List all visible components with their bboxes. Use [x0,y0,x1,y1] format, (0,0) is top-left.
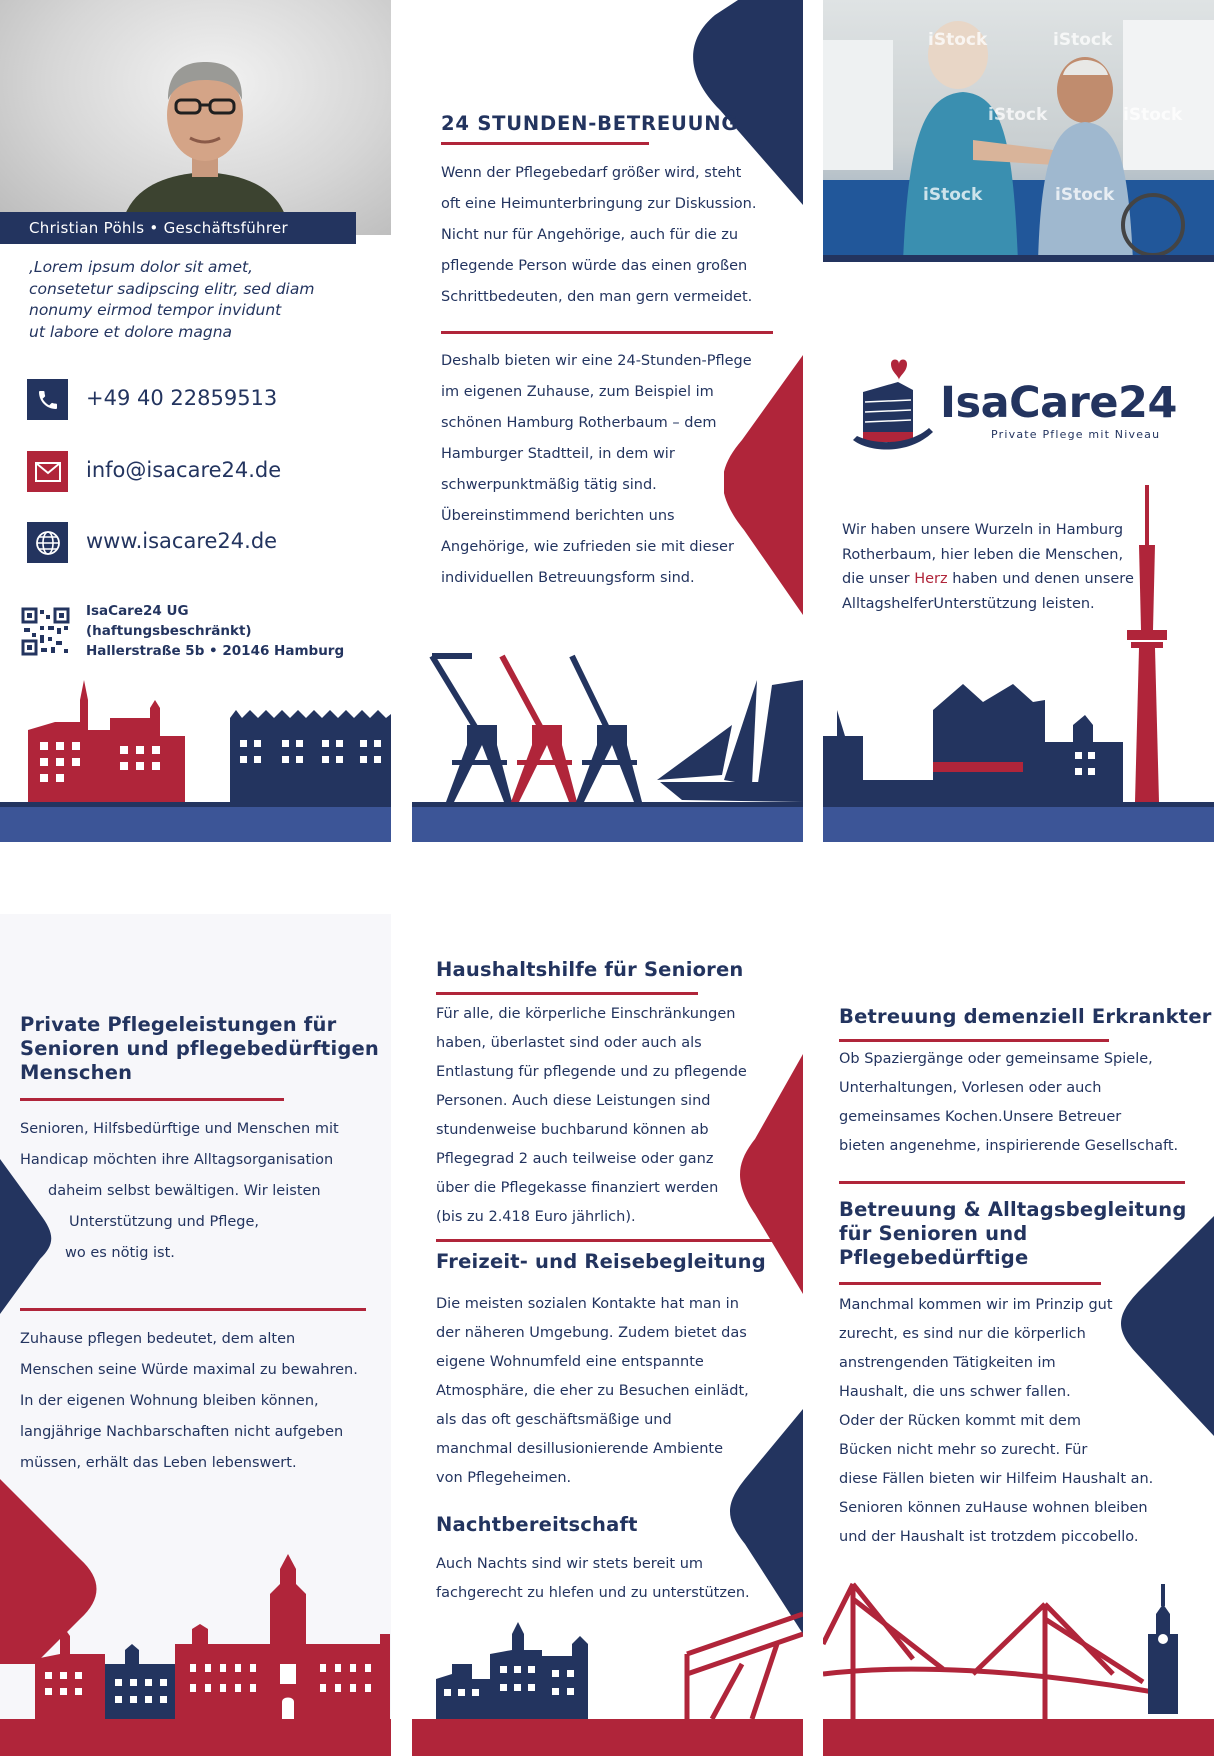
skyline-illustration [823,480,1214,842]
watermark-5: iStock [923,185,983,205]
watermark-4: iStock [1123,105,1183,125]
panel-private-care [0,914,391,1756]
address-block: IsaCare24 UG (haftungsbeschränkt) Hallerstraße 5b • 20146 Hamburg [86,603,345,659]
section-title-leisure: Freizeit- und Reisebegleitung [436,1250,766,1273]
divider [20,1308,366,1311]
harbour-cranes-illustration [412,650,803,842]
title-underline [839,1039,1109,1042]
paragraph-night: Auch Nachts sind wir stets bereit um fachgerecht zu hlefen und zu unterstützen. [436,1556,750,1601]
watermark-1: iStock [928,30,988,50]
watermark-6: iStock [1055,185,1115,205]
section-title-household: Haushaltshilfe für Senioren [436,958,744,981]
watermark-2: iStock [1053,30,1113,50]
globe-icon [27,522,68,563]
bridge-illustration [823,1564,1214,1756]
divider [441,331,773,334]
paragraph-household: Für alle, die körperliche Einschränkungen haben, überlastet sind oder auch als Entlastung für pflegende und zu pflegende Personen. Auch diese Leistungen sind stundenweise buchbarund können ab Pflegegrad 2 auch teilweise oder ganz über die Pflegekasse finanziert werden (bis zu 2.418 Euro jährlich). [436,1006,747,1225]
title-underline [839,1282,1101,1285]
email-link[interactable]: info@isacare24.de [86,458,282,482]
paragraph-2: Zuhause pflegen bedeutet, dem alten Menschen seine Würde maximal zu bewahren. In der eigenen Wohnung bleiben können, langjährige Nachbarschaften nicht aufgeben müssen, erhält das Leben lebenswert. [20,1331,358,1471]
skyline-illustration [412,1594,803,1756]
mail-icon [27,451,68,492]
logo-emblem-icon [853,352,938,455]
title-underline [436,992,698,995]
section-title-daily: Betreuung & Alltagsbegleitung für Senioren und Pflegebedürftige [839,1198,1187,1269]
divider [436,1239,780,1242]
section-title-dementia: Betreuung demenziell Erkrankter [839,1005,1212,1028]
phone-number[interactable]: +49 40 22859513 [86,386,278,410]
paragraph-daily: Manchmal kommen wir im Prinzip gut zurecht, es sind nur die körperlich anstrengenden Tätigkeiten im Haushalt, die uns schwer fallen. Oder der Rücken kommt mit dem Bücken nicht mehr so zurecht. Für diese Fällen bieten wir Hilfeim Haushalt an. Senioren können zuHause wohnen bleiben und der Haushalt ist trotzdem piccobello. [839,1297,1154,1545]
portrait-photo [0,0,391,235]
paragraph-2: Deshalb bieten wir eine 24-Stunden-Pflege im eigenen Zuhause, zum Beispiel im schönen Hamburg Rotherbaum – dem Hamburger Stadtteil, in dem wir schwerpunktmäßig tätig sind. Übereinstimmend berichten uns Angehörige, wie zufrieden sie mit dieser individuellen Betreuungsform sind. [441,353,752,586]
section-title: 24 STUNDEN-BETREUUNG [441,112,739,135]
title-underline [441,142,649,145]
section-title: Private Pflegeleistungen für Senioren und pflegebedürftigen Menschen [20,1013,379,1084]
skyline-illustration [0,1554,391,1756]
logo-tagline: Private Pflege mit Niveau [991,428,1161,441]
divider [839,1181,1185,1184]
paragraph-dementia: Ob Spaziergänge oder gemeinsame Spiele, Unterhaltungen, Vorlesen oder auch gemeinsames Kochen.Unsere Betreuer bieten angenehme, inspirierende Gesellschaft. [839,1051,1179,1154]
qr-code-icon [21,607,70,656]
quote-text: ‚Lorem ipsum dolor sit amet, consetetur sadipscing elitr, sed diam nonumy eirmod tempor invidunt ut labore et dolore magna [29,258,315,341]
logo-name: IsaCare24 [940,378,1177,428]
caption-text: Christian Pöhls • Geschäftsführer [29,219,288,237]
paragraph-1: Senioren, Hilfsbedürftige und Menschen mit Handicap möchten ihre Alltagsorganisation daheim selbst bewältigen. Wir leisten Unterstützung und Pflege, wo es nötig ist. [20,1121,339,1261]
panel-contact [0,0,391,842]
panel-24h-care [412,0,803,842]
panel-household [412,914,803,1756]
photo-bottom-bar [823,255,1214,262]
title-underline [20,1098,284,1101]
section-title-night: Nachtbereitschaft [436,1513,638,1536]
paragraph-1: Wenn der Pflegebedarf größer wird, steht oft eine Heimunterbringung zur Diskussion. Nicht nur für Angehörige, auch für die zu pflegende Person würde das einen großen Schrittbedeuten, den man gern vermeidet. [441,165,757,305]
caregiver-photo [823,0,1214,262]
panel-about [823,0,1214,842]
paragraph-leisure: Die meisten sozialen Kontakte hat man in der näheren Umgebung. Zudem bietet das eigene Wohnumfeld eine entspannte Atmosphäre, die eher zu Besuchen einlädt, als das oft geschäftsmäßige und manchmal desillusionierende Ambiente von Pflegeheimen. [436,1296,749,1486]
skyline-illustration [0,680,391,842]
about-paragraph: Wir haben unsere Wurzeln in Hamburg Rotherbaum, hier leben die Menschen, die unser Herz haben und denen unsere AlltagshelferUnterstützung leisten. [842,522,1134,612]
website-link[interactable]: www.isacare24.de [86,529,278,553]
panel-dementia-care [823,914,1214,1756]
watermark-3: iStock [988,105,1048,125]
phone-icon [27,379,68,420]
